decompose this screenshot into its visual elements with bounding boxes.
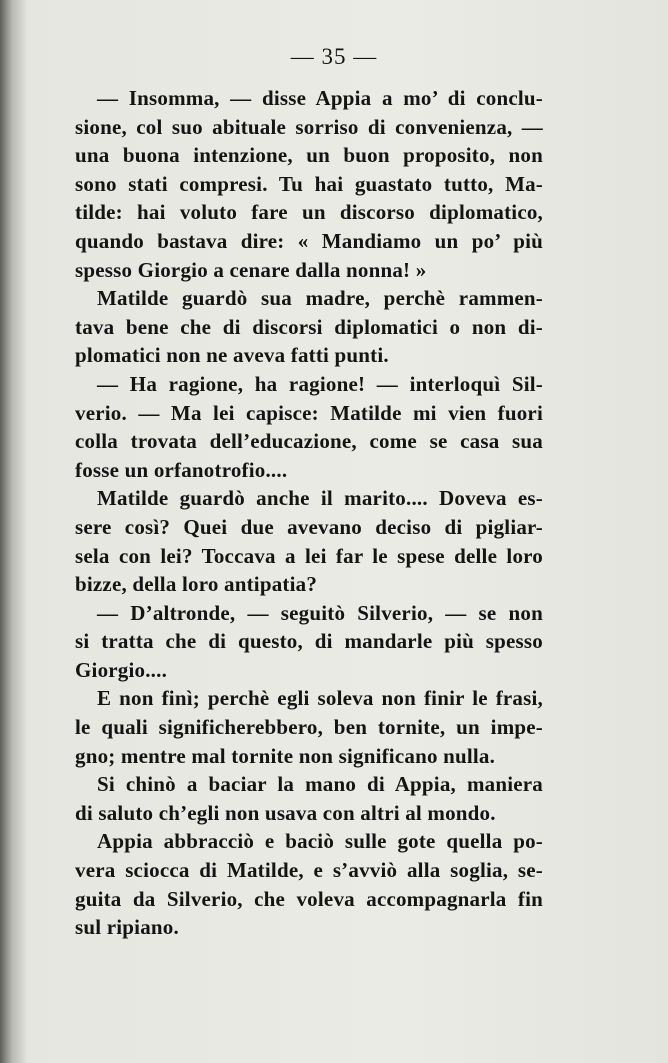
text-line: sela con lei? Toccava a lei far le spese delle loro [75, 543, 543, 568]
text-line: tilde: hai voluto fare un discorso diplomatico, [75, 200, 543, 225]
text-line: colla trovata dell’educazione, come se casa sua [75, 429, 543, 454]
text-line: gno; mentre mal tornite non significano nulla. [75, 743, 496, 768]
text-line: bizze, della loro antipatia? [75, 572, 318, 597]
text-line: sere così? Quei due avevano deciso di pigliar- [75, 514, 543, 539]
page-text [75, 84, 543, 942]
text-line: — Ha ragione, ha ragione! — interloquì Sil- [97, 371, 543, 396]
text-line: una buona intenzione, un buon proposito, non [75, 143, 543, 168]
text-line: quando bastava dire: « Mandiamo un po’ più [75, 228, 543, 253]
text-line: vera sciocca di Matilde, e s’avviò alla soglia, se- [75, 858, 543, 883]
text-line: di saluto ch’egli non usava con altri al mondo. [75, 800, 496, 825]
text-line: si tratta che di questo, di mandarle più spesso [75, 629, 543, 654]
text-line: Appia abbracciò e baciò sulle gote quella po- [97, 829, 543, 854]
text-line: Matilde guardò anche il marito.... Doveva es- [97, 486, 543, 511]
text-line: sione, col suo abituale sorriso di convenienza, — [75, 114, 543, 139]
text-line: Giorgio.... [75, 657, 168, 682]
text-line: Si chinò a baciar la mano di Appia, maniera [97, 772, 543, 797]
text-line: guita da Silverio, che voleva accompagnarla fin [75, 886, 543, 911]
text-line: fosse un orfanotrofio.... [75, 457, 288, 482]
text-line: tava bene che di discorsi diplomatici o non di- [75, 314, 543, 339]
text-line: plomatici non ne aveva fatti punti. [75, 343, 389, 368]
text-line: Matilde guardò sua madre, perchè rammen- [97, 286, 543, 311]
text-line: sono stati compresi. Tu hai guastato tutto, Ma- [75, 171, 543, 196]
text-line: le quali significherebbero, ben tornite, un impe- [75, 715, 543, 740]
text-line: spesso Giorgio a cenare dalla nonna! » [75, 257, 427, 282]
text-line: verio. — Ma lei capisce: Matilde mi vien fuori [75, 400, 543, 425]
text-line: sul ripiano. [75, 915, 179, 940]
text-line: — D’altronde, — seguitò Silverio, — se non [97, 600, 543, 625]
text-line: E non finì; perchè egli soleva non finir le frasi, [97, 686, 543, 711]
page-number: — 35 — [290, 44, 378, 69]
text-line: — Insomma, — disse Appia a mo’ di conclu- [97, 86, 543, 110]
